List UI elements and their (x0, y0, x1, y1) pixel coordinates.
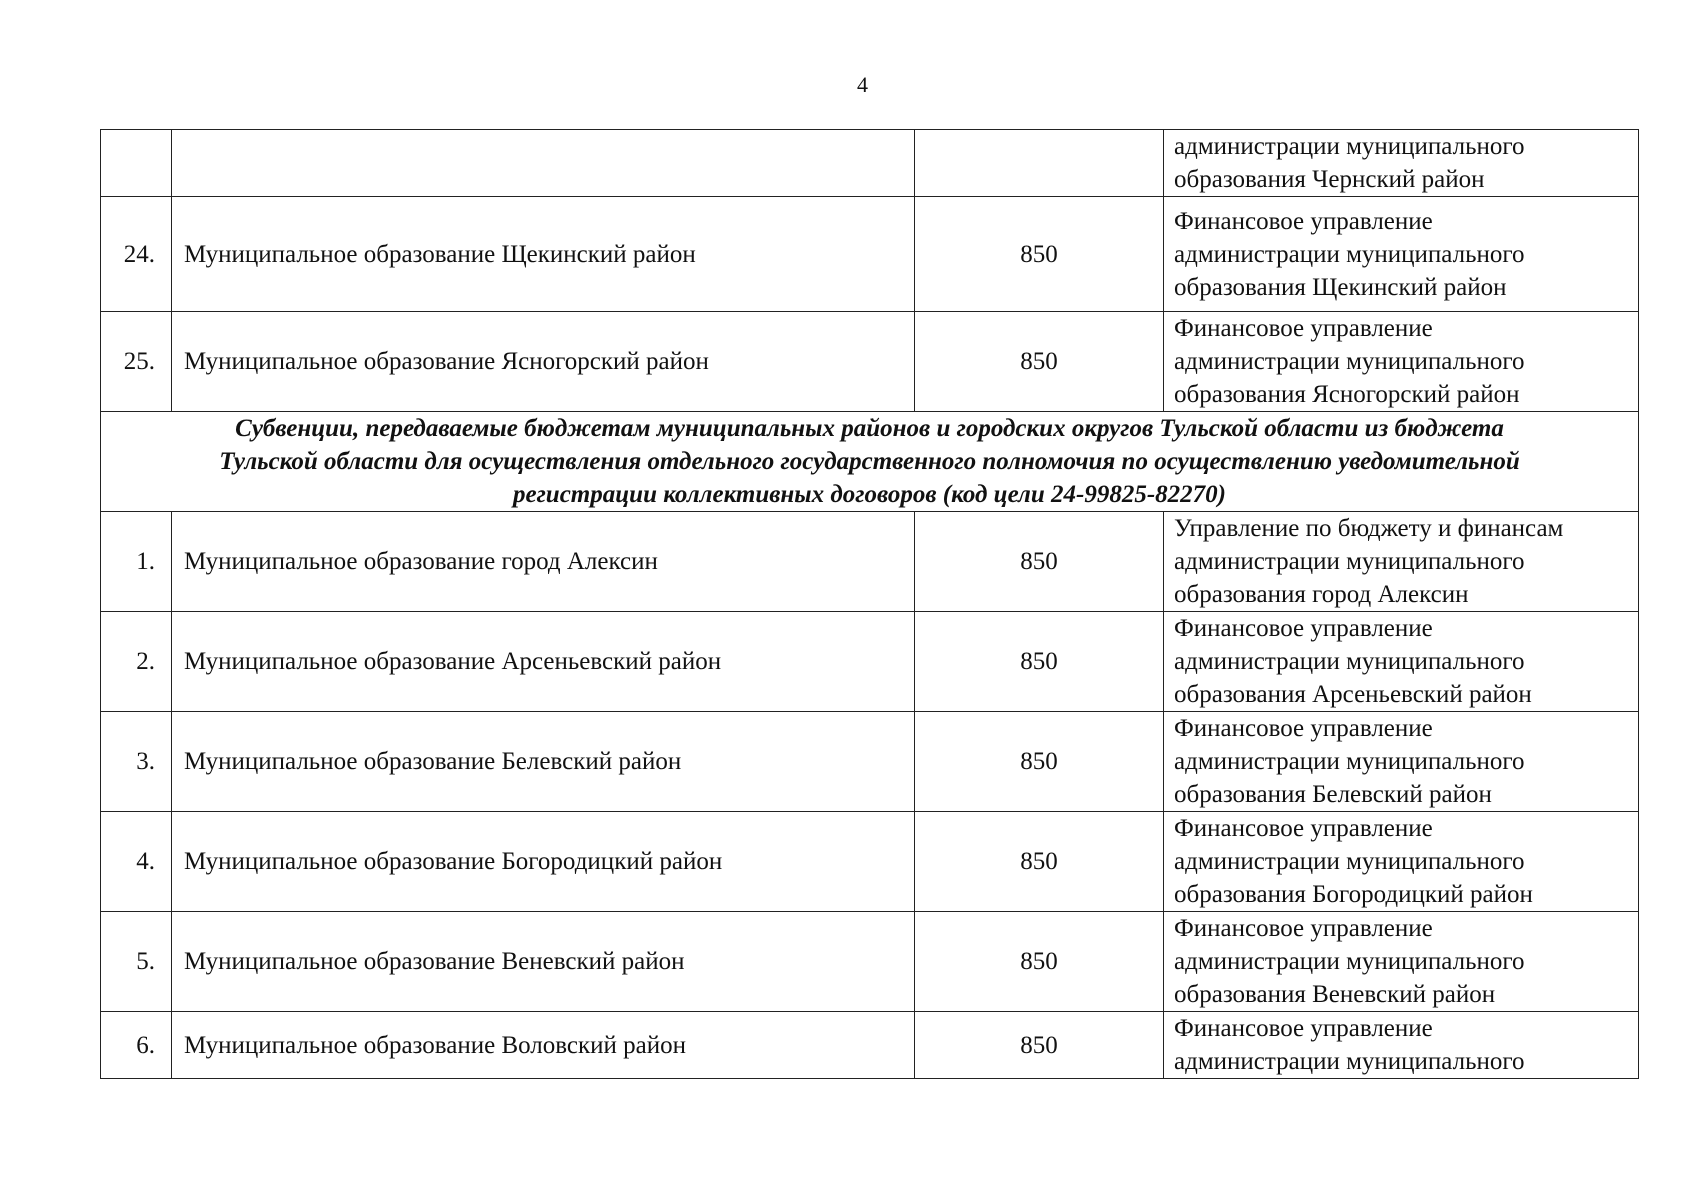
table-row (101, 512, 1639, 612)
finance-body-line: администрации муниципального (1174, 1048, 1525, 1075)
row-number: 1. (101, 512, 172, 612)
row-number: 4. (101, 812, 172, 912)
page-number: 4 (857, 72, 868, 97)
municipality-name: Муниципальное образование Ясногорский район (172, 312, 915, 412)
municipality-name: Муниципальное образование Богородицкий район (172, 812, 915, 912)
finance-body (1164, 197, 1639, 312)
row-number: 2. (101, 612, 172, 712)
row-number: 5. (101, 912, 172, 1012)
budget-code (915, 130, 1164, 197)
budget-code: 850 (915, 612, 1164, 712)
finance-body-line: администрации муниципального (1174, 240, 1525, 268)
finance-body-line: Финансовое управление (1174, 615, 1433, 642)
row-number: 24. (101, 197, 172, 312)
finance-body-line: администрации муниципального (1174, 948, 1525, 975)
finance-body-line: образования Богородицкий район (1174, 881, 1533, 908)
budget-code: 850 (915, 1012, 1164, 1079)
finance-body-line: Финансовое управление (1174, 715, 1433, 742)
finance-body-line: образования Чернский район (1174, 166, 1485, 193)
municipality-name: Муниципальное образование Белевский район (172, 712, 915, 812)
section-heading-line: Субвенции, передаваемые бюджетам муниципальных районов и городских округов Тульской области из бюджета (235, 415, 1504, 442)
finance-body-line: Финансовое управление (1174, 1015, 1433, 1042)
table-row (101, 1012, 1639, 1079)
finance-body (1164, 812, 1639, 912)
finance-body-line: администрации муниципального (1174, 348, 1525, 375)
municipality-name: Муниципальное образование Веневский район (172, 912, 915, 1012)
section-heading-line: регистрации коллективных договоров (код цели 24-99825-82270) (512, 481, 1226, 508)
finance-body (1164, 612, 1639, 712)
row-number: 25. (101, 312, 172, 412)
budget-code: 850 (915, 312, 1164, 412)
finance-body-line: администрации муниципального (1174, 748, 1525, 775)
finance-body-line: образования город Алексин (1174, 581, 1469, 608)
budget-code: 850 (915, 512, 1164, 612)
municipality-name: Муниципальное образование Щекинский район (172, 197, 915, 312)
section-header-row (101, 412, 1639, 512)
row-number: 3. (101, 712, 172, 812)
finance-body (1164, 130, 1639, 197)
finance-body-line: образования Белевский район (1174, 781, 1492, 808)
row-number (101, 130, 172, 197)
municipality-name: Муниципальное образование город Алексин (172, 512, 915, 612)
finance-body (1164, 912, 1639, 1012)
table-row (101, 197, 1639, 312)
finance-body-line: Финансовое управление (1174, 915, 1433, 942)
table-row (101, 130, 1639, 197)
finance-body (1164, 712, 1639, 812)
municipality-name: Муниципальное образование Арсеньевский район (172, 612, 915, 712)
finance-body-line: Финансовое управление (1174, 815, 1433, 842)
table-row (101, 912, 1639, 1012)
finance-body-line: администрации муниципального (1174, 133, 1525, 160)
table-row (101, 612, 1639, 712)
allocation-table (100, 129, 1639, 1079)
finance-body (1164, 312, 1639, 412)
section-heading (101, 412, 1639, 512)
table-row (101, 312, 1639, 412)
finance-body-line: образования Щекинский район (1174, 273, 1507, 301)
table-row (101, 812, 1639, 912)
finance-body-line: образования Ясногорский район (1174, 381, 1520, 408)
finance-body-line: администрации муниципального (1174, 648, 1525, 675)
finance-body (1164, 512, 1639, 612)
finance-body (1164, 1012, 1639, 1079)
finance-body-line: Финансовое управление (1174, 315, 1433, 342)
finance-body-line: администрации муниципального (1174, 848, 1525, 875)
row-number: 6. (101, 1012, 172, 1079)
finance-body-line: администрации муниципального (1174, 548, 1525, 575)
budget-code: 850 (915, 912, 1164, 1012)
municipality-name: Муниципальное образование Воловский район (172, 1012, 915, 1079)
finance-body-line: Управление по бюджету и финансам (1174, 515, 1564, 542)
budget-code: 850 (915, 712, 1164, 812)
finance-body-line: образования Арсеньевский район (1174, 681, 1532, 708)
section-heading-line: Тульской области для осуществления отдельного государственного полномочия по осуществлению уведомительной (219, 448, 1520, 475)
budget-code: 850 (915, 812, 1164, 912)
municipality-name (172, 130, 915, 197)
finance-body-line: Финансовое управление (1174, 207, 1433, 235)
finance-body-line: образования Веневский район (1174, 981, 1496, 1008)
budget-code: 850 (915, 197, 1164, 312)
table-row (101, 712, 1639, 812)
